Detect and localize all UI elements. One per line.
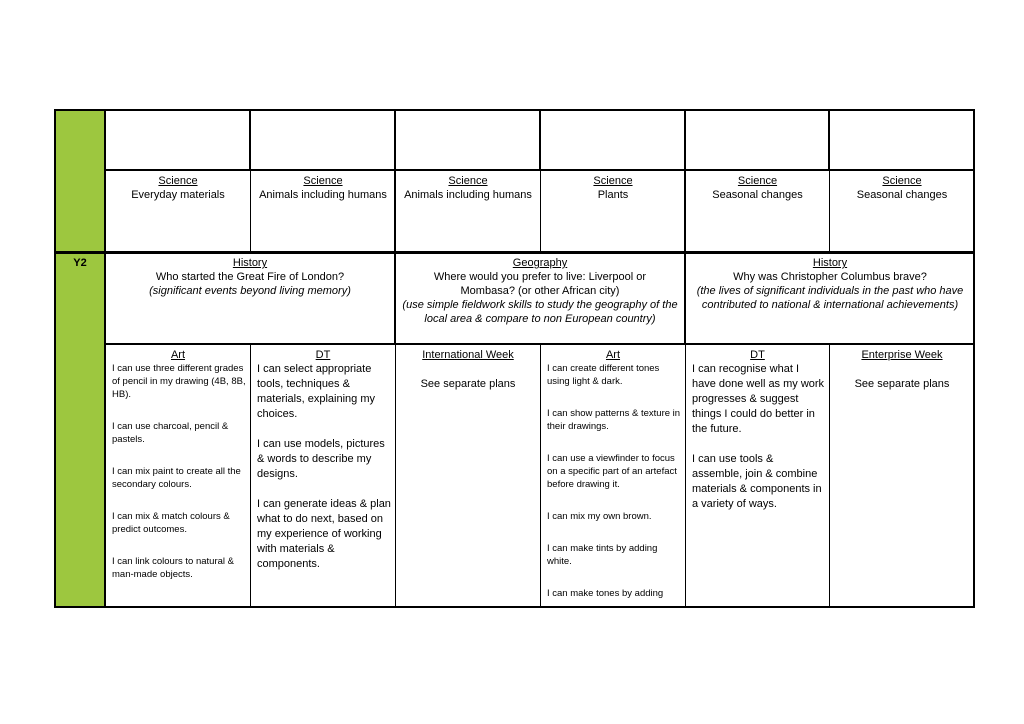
skill-item: I can generate ideas & plan what to do next, based on my experience of working with materials & components. <box>257 498 391 570</box>
skill-item: I can recognise what I have done well as my work progresses & suggest things I could do better in the future. <box>692 363 825 435</box>
skill-item: I can mix & match colours & predict outcomes. <box>112 511 230 535</box>
skill-item: I can use three different grades of pencil in my drawing (4B, 8B, HB). <box>112 363 246 400</box>
dt-cell <box>686 348 829 606</box>
science-subject: Science <box>882 175 922 187</box>
humanities-subject: History <box>232 257 268 269</box>
science-cell <box>396 174 540 202</box>
humanities-cell-history <box>688 256 972 312</box>
science-subject: Science <box>158 175 198 187</box>
science-topic: Seasonal changes <box>712 189 803 201</box>
skill-item: I can use tools & assemble, join & combine materials & components in a variety of ways. <box>692 453 822 510</box>
humanities-subject: History <box>812 257 848 269</box>
row-divider <box>56 251 974 254</box>
skill-item: I can make tints by adding white. <box>547 543 658 567</box>
humanities-note: (use simple fieldwork skills to study the geography of the local area & compare to non European country) <box>402 299 678 325</box>
art-title: Art <box>605 349 621 361</box>
humanities-subject: Geography <box>512 257 568 269</box>
humanities-question: Where would you prefer to live: Liverpool or Mombasa? (or other African city) <box>433 271 647 297</box>
col-divider <box>539 110 541 171</box>
science-cell <box>686 174 829 202</box>
science-subject: Science <box>737 175 778 187</box>
skill-item: I can use a viewfinder to focus on a specific part of an artefact before drawing it. <box>547 453 677 490</box>
enterprise-week-cell <box>830 348 974 391</box>
skill-item: I can make tones by adding <box>547 588 664 599</box>
skill-item: I can use models, pictures & words to describe my designs. <box>257 438 385 480</box>
science-topic: Seasonal changes <box>856 189 948 201</box>
science-topic: Plants <box>597 189 629 201</box>
science-cell <box>541 174 685 202</box>
art-cell <box>106 348 250 606</box>
humanities-cell-geography <box>402 256 678 326</box>
science-cell <box>106 174 250 202</box>
skill-item: I can mix my own brown. <box>547 511 652 522</box>
humanities-question: Why was Christopher Columbus brave? <box>733 271 927 283</box>
science-topic: Animals including humans <box>259 189 387 201</box>
science-subject: Science <box>303 175 343 187</box>
humanities-cell-history <box>106 256 394 298</box>
skill-item: I can mix paint to create all the secondary colours. <box>112 466 241 490</box>
col-divider <box>684 254 686 344</box>
dt-cell <box>251 348 395 606</box>
art-title: Art <box>170 349 186 361</box>
skill-item: I can create different tones using light & dark. <box>547 363 660 387</box>
humanities-note: (significant events beyond living memory) <box>149 285 351 297</box>
skill-item: I can use charcoal, pencil & pastels. <box>112 421 229 445</box>
humanities-question: Who started the Great Fire of London? <box>155 271 345 283</box>
enterprise-week-title: Enterprise Week <box>861 349 943 361</box>
science-subject: Science <box>448 175 488 187</box>
art-cell <box>541 348 685 606</box>
year-label: Y2 <box>73 257 87 269</box>
col-divider <box>249 110 251 171</box>
dt-title: DT <box>750 349 765 361</box>
dt-title: DT <box>315 349 331 361</box>
col-divider <box>828 110 830 171</box>
science-topic: Animals including humans <box>404 189 532 201</box>
humanities-note: (the lives of significant individuals in the past who have contributed to national & international achievements) <box>696 285 964 311</box>
international-week-text: See separate plans <box>420 378 516 390</box>
skill-item: I can show patterns & texture in their drawings. <box>547 408 681 432</box>
international-week-cell <box>396 348 540 391</box>
science-cell <box>830 174 974 202</box>
skill-item: I can link colours to natural & man-made objects. <box>112 556 234 580</box>
science-topic: Everyday materials <box>131 189 225 201</box>
science-cell <box>251 174 395 202</box>
science-subject: Science <box>593 175 633 187</box>
skill-item: I can select appropriate tools, techniques & materials, explaining my choices. <box>257 363 375 420</box>
enterprise-week-text: See separate plans <box>854 378 950 390</box>
col-divider <box>394 254 396 344</box>
international-week-title: International Week <box>422 349 514 361</box>
